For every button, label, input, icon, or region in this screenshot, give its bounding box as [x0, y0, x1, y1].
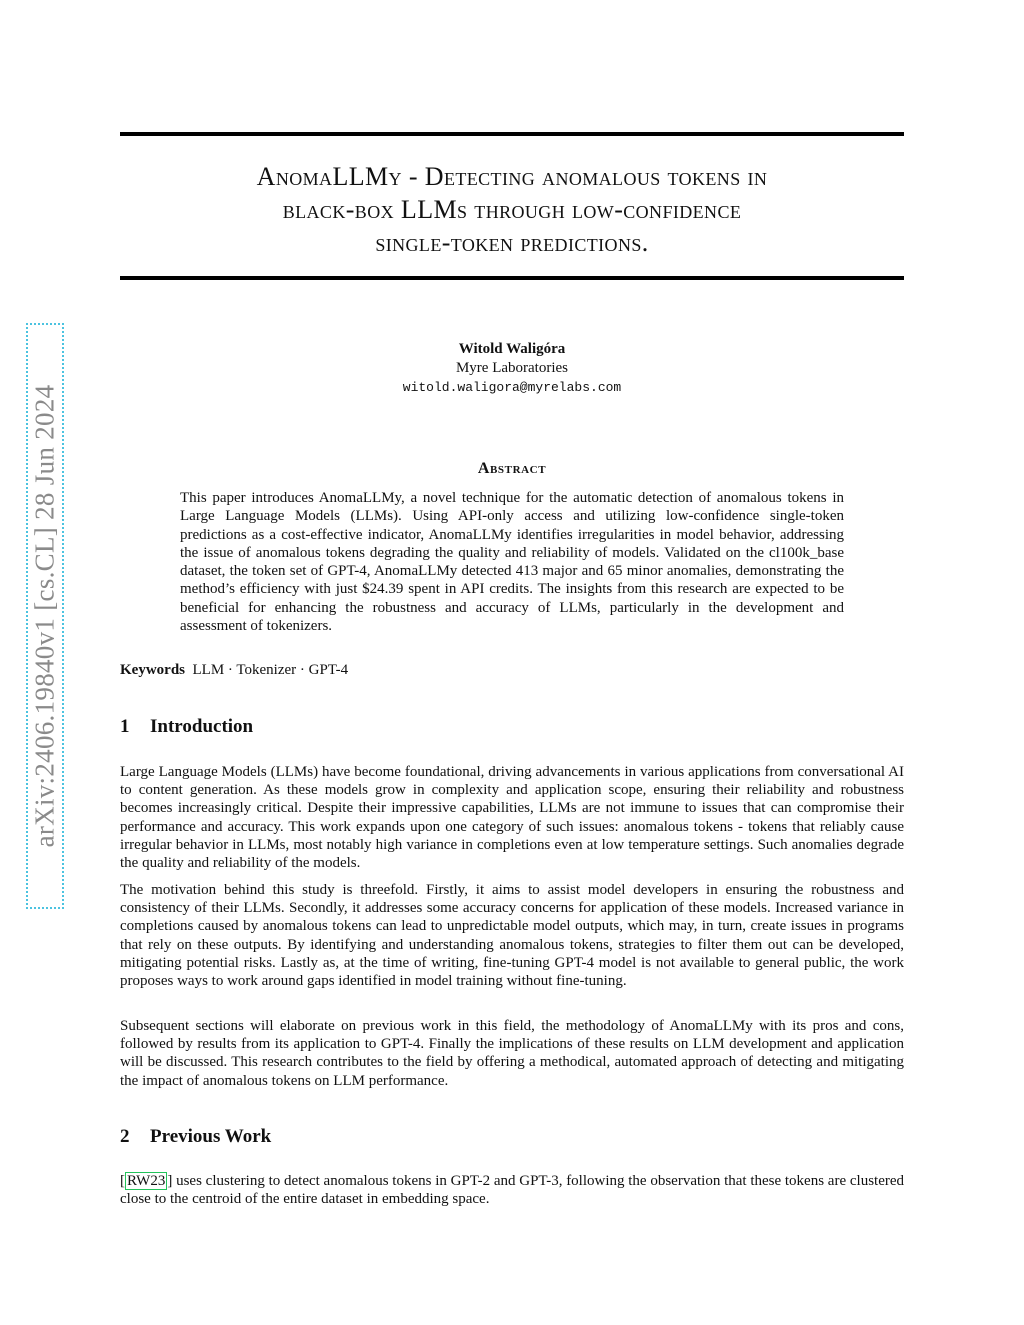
section-heading-previous-work — [120, 1126, 271, 1148]
title-top-rule — [120, 132, 904, 136]
section-title: Introduction — [150, 716, 254, 737]
keywords-line — [120, 662, 904, 679]
section-number: 2 — [120, 1126, 130, 1147]
section-number: 1 — [120, 716, 130, 737]
arxiv-stamp-link[interactable] — [26, 323, 64, 909]
author-affiliation: Myre Laboratories — [455, 360, 569, 376]
title-part: y - Detecting anomalous tokens in — [388, 162, 768, 191]
section-heading-introduction — [120, 716, 253, 738]
paragraph: Subsequent sections will elaborate on previous work in this field, the methodology of AnomaLLMy with its pros and cons, followed by results from its application to GPT-4. Finally the implications of these results on LLM development and application will be discussed. This research contributes to the field by offering a methodical, automated approach of detecting and mitigating the impact of anomalous tokens on LLM performance. — [120, 1018, 904, 1089]
paragraph: Large Language Models (LLMs) have become foundational, driving advancements in various applications from conversational AI to content generation. As these models grow in complexity and application scope, ensuring their reliability and robustness becomes increasingly critical. Despite their impressive capabilities, LLMs are not immune to issues that can compromise their performance and accuracy. This work expands upon one category of such issues: anomalous tokens - tokens that reliably cause irregular behavior in LLMs, most notably high variance in completions even at low temperature settings. Such anomalies degrade the quality and reliability of the models. — [120, 764, 904, 872]
title-part: LLM — [400, 195, 457, 224]
title-bottom-rule — [120, 276, 904, 280]
citation-link[interactable]: RW23 — [127, 1173, 166, 1189]
author-name: Witold Waligóra — [458, 341, 566, 357]
paper-title — [120, 160, 904, 259]
title-part: LLM — [332, 162, 389, 191]
keywords-label: Keywords — [120, 662, 185, 678]
keywords-text: LLM · Tokenizer · GPT-4 — [192, 662, 349, 678]
title-part: Anoma — [256, 162, 333, 191]
author-block — [120, 340, 904, 397]
paragraph: [ RW23 ] uses clustering to detect anomalous tokens in GPT-2 and GPT-3, following the observation that these tokens are clustered close to the centroid of the entire dataset in embedding space. — [120, 1173, 905, 1208]
title-part: s through low-confidence — [457, 195, 742, 224]
paragraph: The motivation behind this study is threefold. Firstly, it aims to assist model developers in ensuring the robustness and consistency of their LLMs. Secondly, it addresses some accuracy concerns for application of these models. Increased variance in completions caused by anomalous tokens can lead to unpredictable model outputs, which may, in turn, create issues in programs that rely on these outputs. By identifying and understanding anomalous tokens, strategies to filter them out can be developed, mitigating potential risks. Lastly as, at the time of writing, fine-tuning GPT-4 model is not available to general public, the work proposes ways to work around gaps identified in model training without fine-tuning. — [120, 882, 904, 990]
abstract-heading: Abstract — [477, 460, 547, 477]
arxiv-stamp-text: arXiv:2406.19840v1 [cs.CL] 28 Jun 2024 — [29, 384, 60, 848]
author-email[interactable]: witold.waligora@myrelabs.com — [402, 380, 622, 395]
section-title: Previous Work — [150, 1126, 272, 1147]
paragraph-text: uses clustering to detect anomalous tokens in GPT-2 and GPT-3, following the observation that these tokens are clustered close to the centroid of the entire dataset in embedding space. — [120, 1173, 905, 1208]
abstract-text: This paper introduces AnomaLLMy, a novel technique for the automatic detection of anomalous tokens in Large Language Models (LLMs). Using API-only access and utilizing low-confidence single-token predictions as a cost-effective indicator, AnomaLLMy identifies irregularities in model behavior, addressing the issue of anomalous tokens degrading the quality and reliability of models. Validated on the cl100k_base dataset, the token set of GPT-4, AnomaLLMy detected 413 major and 65 minor anomalies, demonstrating the method’s efficiency with just $24.39 spent in API credits. The insights from this research are expected to be beneficial for enhancing the robustness and accuracy of LLMs, particularly in the development and assessment of tokenizers. — [180, 490, 844, 635]
title-part: single-token predictions. — [375, 228, 649, 257]
title-part: black-box — [282, 195, 394, 224]
